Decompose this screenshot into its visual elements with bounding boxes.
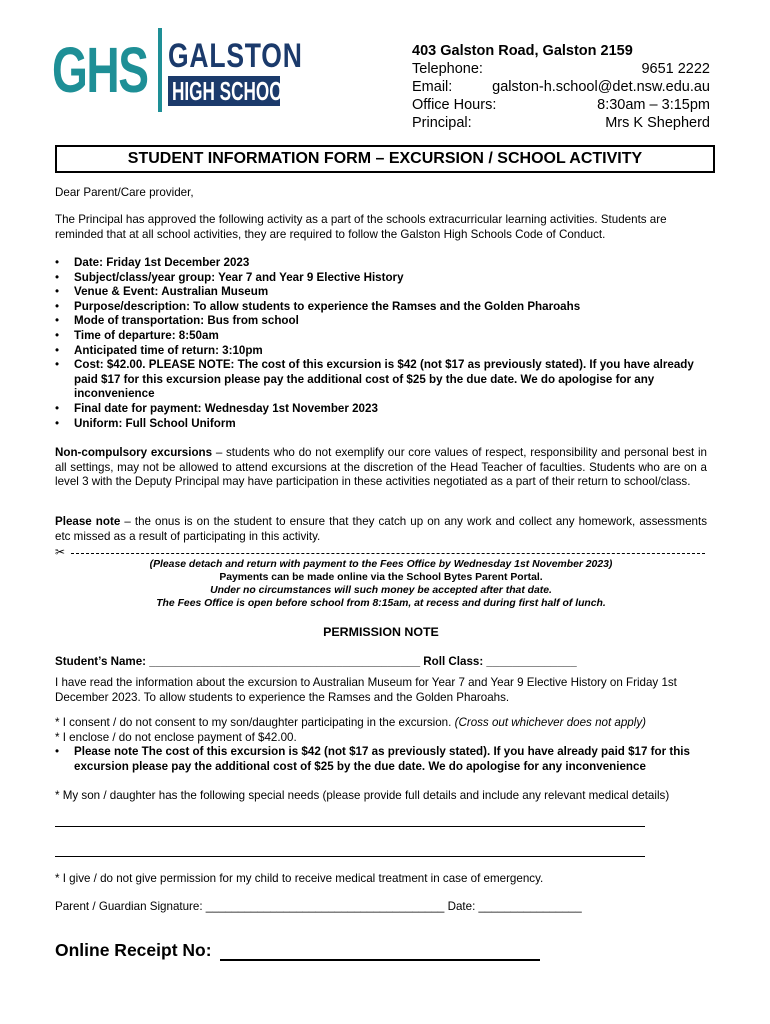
detail-subject: • Subject/class/year group: Year 7 and Year 9 Elective History xyxy=(55,271,705,286)
permission-heading: PERMISSION NOTE xyxy=(323,625,439,639)
scissors-icon: ✂ xyxy=(55,545,66,559)
hours-label: Office Hours: xyxy=(412,97,497,113)
enclose-statement: * I enclose / do not enclose payment of $42.00. xyxy=(55,731,297,744)
form-title: STUDENT INFORMATION FORM – EXCURSION / SCHOOL ACTIVITY xyxy=(55,145,715,173)
logo-banner-text: HIGH SCHOOL xyxy=(172,76,294,106)
permission-info: I have read the information about the excursion to Australian Museum for Year 7 and Year 9 Elective History on Friday 1st December 2023. To allow students to experience the Ramses and the Golden Pharoahs. xyxy=(55,676,677,704)
greeting: Dear Parent/Care provider, xyxy=(55,186,194,199)
school-address: 403 Galston Road, Galston 2159 xyxy=(412,43,633,59)
principal-label: Principal: xyxy=(412,115,472,131)
logo-divider xyxy=(158,28,162,112)
late-payment-note: Under no circumstances will such money be accepted after that date. xyxy=(210,585,552,596)
detail-venue: • Venue & Event: Australian Museum xyxy=(55,285,705,300)
detach-line xyxy=(55,546,705,560)
consent-text: * I consent / do not consent to my son/daughter participating in the excursion. xyxy=(55,716,452,729)
permission-cost-note xyxy=(55,745,705,774)
please-note-text: – the onus is on the student to ensure that they catch up on any work and collect any homework, assessments etc missed as a result of participating in this activity. xyxy=(55,515,707,543)
logo-initials: GHS xyxy=(52,34,148,106)
dashed-cut-line xyxy=(71,553,705,554)
logo-banner xyxy=(168,76,294,106)
telephone-value: 9651 2222 xyxy=(641,61,710,77)
detail-purpose: • Purpose/description: To allow students to experience the Ramses and the Golden Pharoahs xyxy=(55,300,705,315)
please-note-paragraph xyxy=(55,515,707,544)
special-needs-line-1[interactable] xyxy=(55,826,645,827)
non-compulsory-paragraph xyxy=(55,446,707,490)
student-name-field[interactable]: Student’s Name: __________________________________________ Roll Class: ______________ xyxy=(55,655,577,668)
receipt-label: Online Receipt No: xyxy=(55,940,212,960)
detail-cost: • Cost: $42.00. PLEASE NOTE: The cost of this excursion is $42 (not $17 as previously stated). If you have already paid $17 for this excursion please pay the additional cost of $25 by the due date. We do apologise for any inconvenience xyxy=(55,358,705,402)
fees-office-hours: The Fees Office is open before school from 8:15am, at recess and during first half of lunch. xyxy=(156,598,606,609)
school-contact xyxy=(412,42,710,132)
detail-uniform: • Uniform: Full School Uniform xyxy=(55,417,705,432)
non-compulsory-lead: Non-compulsory excursions xyxy=(55,446,213,459)
medical-permission-statement: * I give / do not give permission for my child to receive medical treatment in case of emergency. xyxy=(55,872,544,885)
school-logo xyxy=(52,28,303,112)
hours-value: 8:30am – 3:15pm xyxy=(597,97,710,113)
detail-transport: • Mode of transportation: Bus from school xyxy=(55,314,705,329)
telephone-row xyxy=(412,60,710,78)
consent-note: (Cross out whichever does not apply) xyxy=(454,716,646,729)
please-note-lead: Please note xyxy=(55,515,121,528)
telephone-label: Telephone: xyxy=(412,61,483,77)
logo-school-name: GALSTON xyxy=(168,37,303,75)
email-row xyxy=(412,78,710,96)
detach-instruction: (Please detach and return with payment to the Fees Office by Wednesday 1st November 2023) xyxy=(149,559,613,570)
intro-paragraph: The Principal has approved the following activity as a part of the schools extracurricular learning activities. Students are reminded that at all school activities, they are required to follow the Galston High Schools Code of Conduct. xyxy=(55,213,667,241)
special-needs-line-2[interactable] xyxy=(55,856,645,857)
detail-departure: • Time of departure: 8:50am xyxy=(55,329,705,344)
detail-payment-date: • Final date for payment: Wednesday 1st November 2023 xyxy=(55,402,705,417)
online-receipt-field xyxy=(55,940,540,961)
detail-return: • Anticipated time of return: 3:10pm xyxy=(55,344,705,359)
cost-note-item: • Please note The cost of this excursion is $42 (not $17 as previously stated). If you have already paid $17 for this excursion please pay the additional cost of $25 by the due date. We do apologise for any inconvenience xyxy=(55,745,705,774)
principal-row xyxy=(412,114,710,132)
non-compulsory-text: – students who do not exemplify our core values of respect, responsibility and personal best in all settings, may not be allowed to attend excursions at the discretion of the Head Teacher of faculties. Students who are on a level 3 with the Deputy Principal may have participation in these activities negotiated as a part of their return to school/class. xyxy=(55,446,707,489)
receipt-number-input-line[interactable] xyxy=(220,941,540,961)
email-label: Email: xyxy=(412,79,453,95)
consent-statement xyxy=(55,716,707,731)
special-needs-statement: * My son / daughter has the following special needs (please provide full details and include any relevant medical details) xyxy=(55,789,670,802)
online-payment-note: Payments can be made online via the School Bytes Parent Portal. xyxy=(219,572,543,583)
signature-date-field[interactable]: Parent / Guardian Signature: _____________________________________ Date: ________________ xyxy=(55,900,582,913)
excursion-details xyxy=(55,256,705,431)
principal-value: Mrs K Shepherd xyxy=(605,115,710,131)
email-value: galston-h.school@det.nsw.edu.au xyxy=(492,79,710,95)
detail-date: • Date: Friday 1st December 2023 xyxy=(55,256,705,271)
hours-row xyxy=(412,96,710,114)
